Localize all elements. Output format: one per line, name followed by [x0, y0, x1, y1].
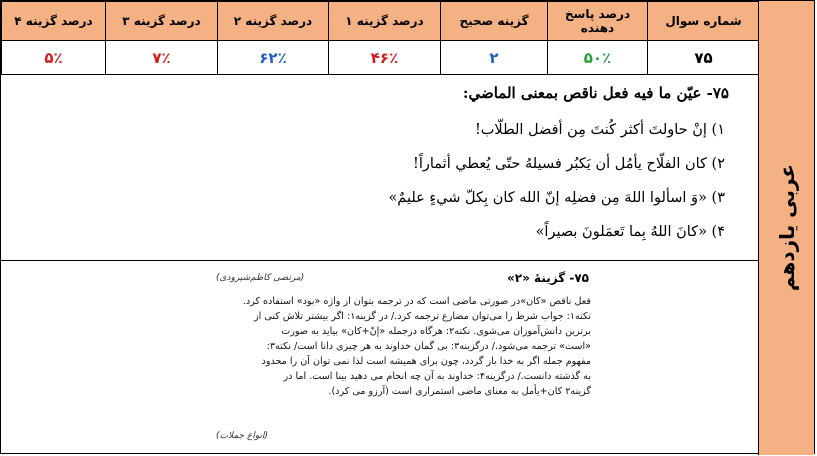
value-option-3-percent: ۷٪ — [106, 41, 218, 75]
answer-line: به گذشته دانست./ درگزینه۴: خداوند به آن چه انجام می دهید بینا است. اما در — [283, 371, 591, 382]
header-correct-option: گزینه صحیح — [441, 2, 548, 41]
stats-table — [1, 1, 760, 75]
value-option-1-percent: ۴۶٪ — [329, 41, 441, 75]
stats-header-row — [2, 2, 760, 41]
answer-author: (مرتضی کاظم‌شیرودی) — [216, 273, 305, 283]
header-option-4-percent: درصد گزینه ۴ — [2, 2, 106, 41]
question-panel — [1, 74, 759, 261]
answer-line: فعل ناقص «کان»در صورتی ماضی است که در ترجمه بتوان از واژه «بود» استفاده کرد. — [242, 296, 591, 307]
subject-label: عربی یازدهم — [774, 164, 799, 292]
question-title: ۷۵- عیّن ما فیه فعل ناقص بمعنی الماضي: — [462, 84, 729, 102]
answer-heading: ۷۵- گزینهٔ «۲» — [507, 271, 589, 285]
header-option-1-percent: درصد گزینه ۱ — [329, 2, 441, 41]
header-question-number: شماره سوال — [648, 2, 760, 41]
value-response-percent: ۵۰٪ — [548, 41, 648, 75]
answer-line: برترین دانش‌آموزان می‌شوی. نکته۲: هرگاه درجمله «إنّ+کان» بیاید به صورت — [281, 326, 591, 337]
header-option-2-percent: درصد گزینه ۲ — [218, 2, 329, 41]
answer-line: «است» ترجمه می‌شود./ درگزینه۳: بی گمان خداوند به هر چیزی دانا است/ نکته۳: — [266, 341, 591, 352]
question-option-4: ۴) «كانَ اللهُ بِما تَعمَلونَ بصيراً» — [535, 224, 725, 240]
answer-panel — [1, 261, 759, 455]
answer-line: نکته۱: جواب شرط را می‌توان مضارع ترجمه کرد./ در گزینه۱: اگر بیشتر تلاش کنی از — [254, 311, 591, 322]
answer-line: گزینه۲ کان+یأمل به معنای ماضی استمراری است (آرزو می کرد). — [328, 386, 591, 397]
question-option-1: ۱) إنْ حاولتَ أكثر كُنتَ مِن أفضل الطلّاب! — [474, 122, 725, 138]
answer-topic: (انواع جملات) — [216, 431, 269, 441]
subject-strip — [758, 1, 814, 455]
question-option-3: ۳) «وَ اسألوا اللهَ مِن فضلِه إنّ الله كان بِكلّ شيءٍ عليمٌ» — [388, 190, 725, 206]
value-option-4-percent: ۵٪ — [2, 41, 106, 75]
header-response-percent: درصد پاسخ دهنده — [548, 2, 648, 41]
header-option-3-percent: درصد گزینه ۳ — [106, 2, 218, 41]
value-question-number: ۷۵ — [648, 41, 760, 75]
stats-value-row — [2, 41, 760, 75]
value-correct-option: ۲ — [441, 41, 548, 75]
question-option-2: ۲) كان الفلّاح يأمُل أن يَكبُر فسيلهُ حتّى يُعطي أثماراً! — [413, 156, 725, 172]
value-option-2-percent: ۶۲٪ — [218, 41, 329, 75]
answer-explanation — [186, 294, 591, 399]
answer-line: مفهوم جمله اگر به خدا باز گردد، چون برای همیشه است لذا نمی توان آن را محدود — [261, 356, 591, 367]
